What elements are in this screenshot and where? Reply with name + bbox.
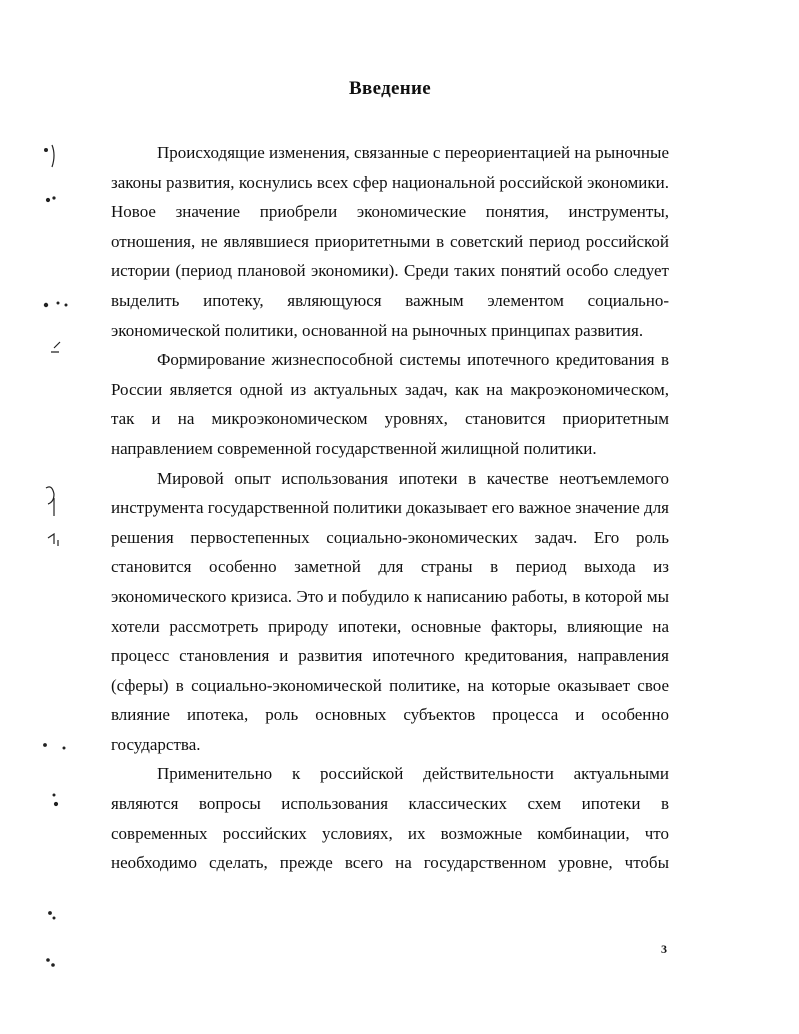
body-text [111, 138, 669, 878]
paragraph: Происходящие изменения, связанные с переориентацией на рыночные законы развития, коснулись всех сфер национальной российской экономики. Новое значение приобрели экономические понятия, инструменты, отношения, не являвшиеся приоритетными в советский период российской истории (период плановой экономики). Среди таких понятий особо следует выделить ипотеку, являющуюся важным элементом социально-экономической политики, основанной на рыночных принципах развития. [111, 143, 669, 340]
scan-noise-graphic [36, 0, 76, 1034]
paragraph: Мировой опыт использования ипотеки в качестве неотъемлемого инструмента государственной политики доказывает его важное значение для решения первостепенных социально-экономических задач. Его роль становится особенно заметной для страны в период выхода из экономического кризиса. Это и побудило к написанию работы, в которой мы хотели рассмотреть природу ипотеки, основные факторы, влияющие на процесс становления и развития ипотечного кредитования, направления (сферы) в социально-экономической политике, на которые оказывает свое влияние ипотека, роль основных субъектов процесса и особенно государства. [111, 468, 669, 754]
paragraph: Формирование жизнеспособной системы ипотечного кредитования в России является одной из актуальных задач, как на макроэкономическом, так и на микроэкономическом уровнях, становится приоритетным направлением современной государственной жилищной политики. [111, 350, 669, 458]
section-title: Введение [349, 78, 431, 99]
scan-margin-marks [36, 0, 76, 1034]
page-number: 3 [661, 942, 667, 956]
paragraph: Применительно к российской действительности актуальными являются вопросы использования классических схем ипотеки в современных российских условиях, их возможные комбинации, что необходимо сделать, прежде всего на государственном уровне, чтобы [111, 764, 669, 873]
